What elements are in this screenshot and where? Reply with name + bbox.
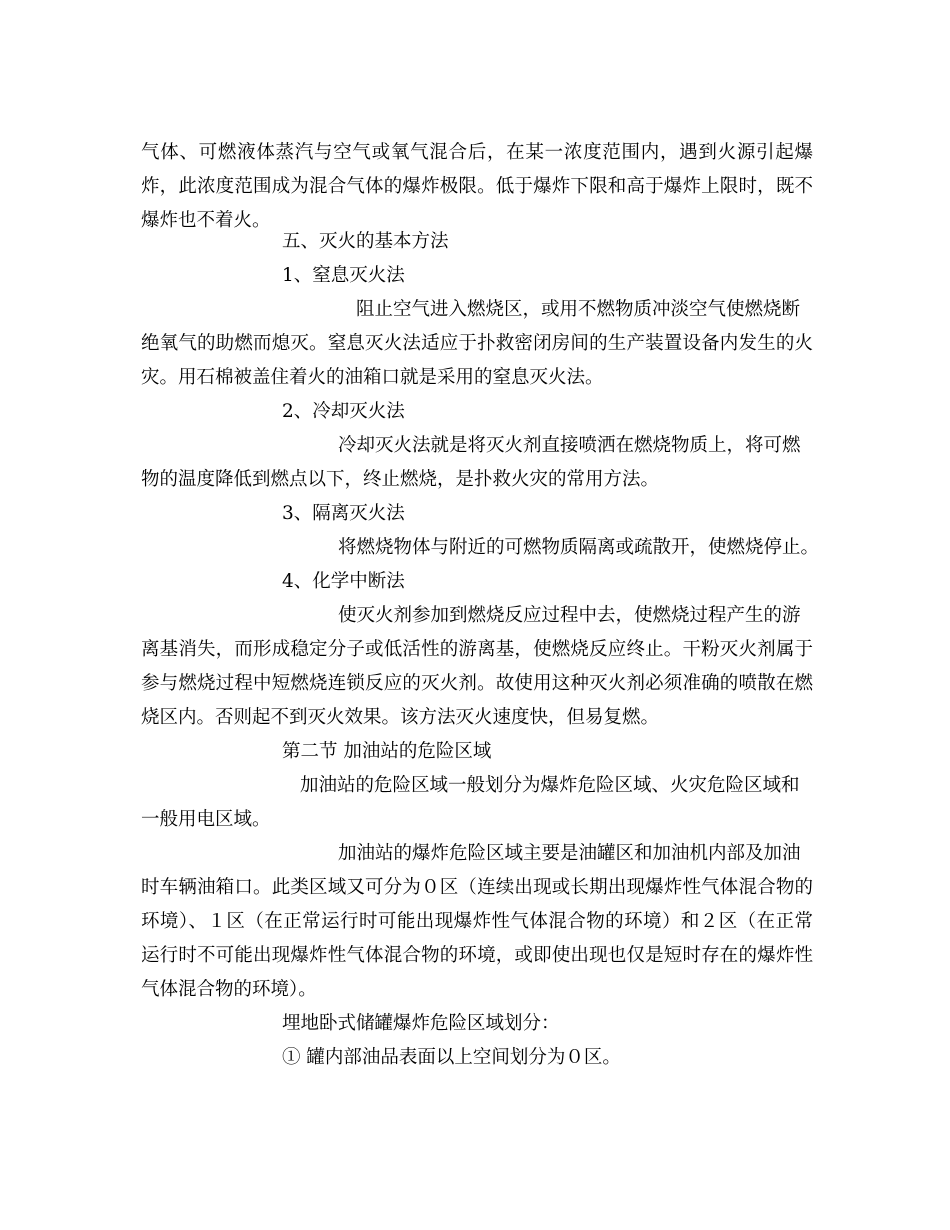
paragraph-explosion-zones-body: 时车辆油箱口。此类区域又可分为０区（连续出现或长期出现爆炸性气体混合物的环境）、１区（在正常运行时可能出现爆炸性气体混合物的环境）和２区（在正常运行时不可能出现爆炸性气体混合物的环境，或即使出现也仅是短时存在的爆炸性气体混合物的环境）。 bbox=[141, 877, 813, 1000]
paragraph-explosion-limit: 气体、可燃液体蒸汽与空气或氧气混合后，在某一浓度范围内，遇到火源引起爆炸，此浓度范围成为混合气体的爆炸极限。低于爆炸下限和高于爆炸上限时，既不爆炸也不着火。 bbox=[141, 142, 813, 231]
paragraph-smothering-first-line: 阻止空气进入燃烧区，或用不燃物质冲淡空气使燃烧断 bbox=[356, 299, 801, 320]
method-heading-cooling: 2、冷却灭火法 bbox=[282, 401, 405, 422]
paragraph-zones-intro-body: 一般用电区域。 bbox=[141, 809, 271, 830]
method-heading-chemical-interruption: 4、化学中断法 bbox=[282, 571, 405, 592]
paragraph-explosion-zones-first-line: 加油站的爆炸危险区域主要是油罐区和加油机内部及加油 bbox=[338, 843, 801, 864]
method-heading-smothering: 1、窒息灭火法 bbox=[282, 265, 405, 286]
method-heading-isolation: 3、隔离灭火法 bbox=[282, 503, 405, 524]
paragraph-zones-intro-first-line: 加油站的危险区域一般划分为爆炸危险区域、火灾危险区域和 bbox=[300, 775, 800, 796]
section-heading-hazard-zones: 第二节 加油站的危险区域 bbox=[282, 741, 492, 762]
heading-buried-tank-zones: 埋地卧式储罐爆炸危险区域划分： bbox=[282, 1013, 560, 1034]
paragraph-smothering-body: 绝氧气的助燃而熄灭。窒息灭火法适应于扑救密闭房间的生产装置设备内发生的火灾。用石棉被盖住着火的油箱口就是采用的窒息灭火法。 bbox=[141, 333, 813, 388]
paragraph-isolation: 将燃烧物体与附近的可燃物质隔离或疏散开，使燃烧停止。 bbox=[338, 537, 820, 558]
paragraph-chemical-body: 离基消失，而形成稳定分子或低活性的游离基，使燃烧反应终止。干粉灭火剂属于参与燃烧过程中短燃烧连锁反应的灭火剂。故使用这种灭火剂必须准确的喷散在燃烧区内。否则起不到灭火效果。该方法灭火速度快，但易复燃。 bbox=[141, 639, 813, 728]
section-heading-extinguishing-methods: 五、灭火的基本方法 bbox=[282, 231, 449, 252]
paragraph-cooling-body: 物的温度降低到燃点以下，终止燃烧，是扑救火灾的常用方法。 bbox=[141, 469, 660, 490]
list-item-tank-zone-0: ① 罐内部油品表面以上空间划分为０区。 bbox=[282, 1047, 621, 1068]
paragraph-chemical-first-line: 使灭火剂参加到燃烧反应过程中去，使燃烧过程产生的游 bbox=[338, 605, 801, 626]
paragraph-cooling-first-line: 冷却灭火法就是将灭火剂直接喷洒在燃烧物质上，将可燃 bbox=[338, 435, 801, 456]
